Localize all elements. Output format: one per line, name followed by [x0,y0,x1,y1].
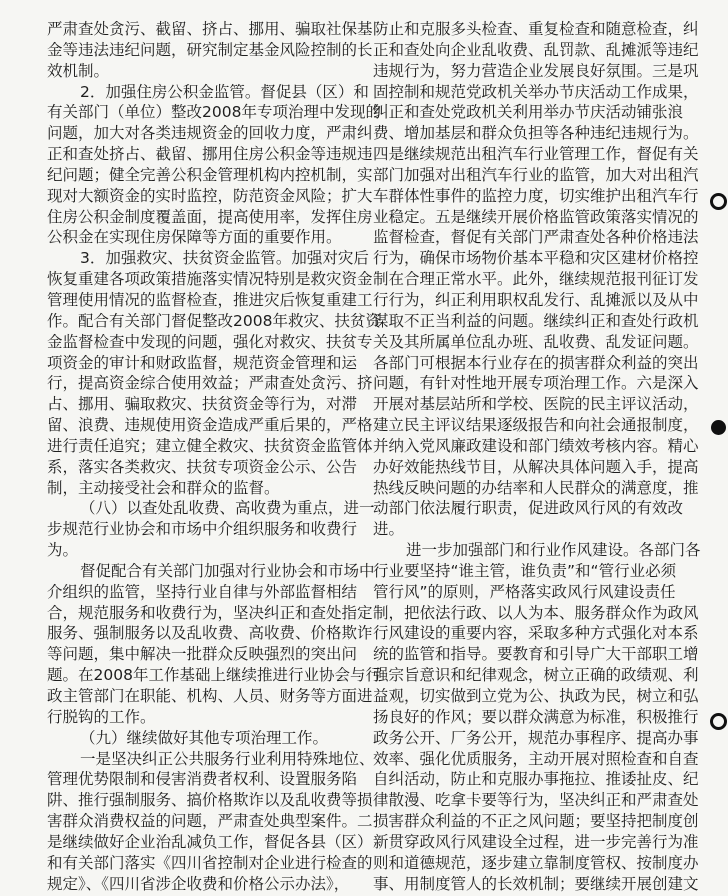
text-line: 纪问题；健全完善公积金管理机构内控机制，实 [47,165,373,184]
text-line: 有关部门（单位）整改2008年专项治理中发现的 [47,103,381,122]
text-line: 政务公开、厂务公开，规范办事程序、提高办事 [373,728,699,747]
binder-hole-mark [710,193,727,210]
text-line: 行脱钩的工作。 [47,707,156,726]
text-line: 介组织的监管，坚持行业自律与外部监督相结 [47,582,358,601]
text-line: 则和道德规范，逐步建立靠制度管权、按制度办 [373,853,699,872]
text-line: 部门加强对出租汽车行业的监管，加大对出租汽 [373,165,699,184]
text-line: 现对大额资金的实时监控，防范资金风险；扩大 [47,186,373,205]
text-line: 强宗旨意识和纪律观念，树立正确的政绩观、利 [373,666,699,685]
text-line: 政主管部门在职能、机构、人员、财务等方面进 [47,687,373,705]
text-line: 行行为，纠正利用职权乱发行、乱摊派以及从中 [373,290,699,309]
text-line: 和有关部门落实《四川省控制对企业进行检查的 [47,853,373,872]
text-line: 住房公积金制度覆盖面，提高使用率，发挥住房 [47,207,373,226]
text-line: 金监督检查中发现的问题，强化对救灾、扶贫专 [47,332,373,351]
text-line: 系，落实各类救灾、扶贫专项资金公示、公告 [47,457,358,476]
text-line: 2．加强住房公积金监管。督促县（区）和 [80,82,369,101]
text-line: 进行责任追究；建立健全救灾、扶贫资金监管体 [47,436,373,455]
paragraph [47,749,375,895]
text-line: 服务、强制服务以及乱收费、高收费、价格欺诈 [47,624,373,643]
text-line: 督促配合有关部门加强对行业协会和市场中 [80,561,375,580]
text-line: 一是坚决纠正公共服务行业利用特殊地位、 [80,749,375,768]
text-line: 监督检查，督促有关部门严肃查处各种价格违法 [373,228,699,247]
text-line: 行，提高资金综合使用效益；严肃查处贪污、挤 [47,374,373,393]
paragraph [47,728,349,749]
text-line: 热线反映问题的办结率和人民群众的满意度，推 [373,478,699,497]
binder-hole-mark [711,420,726,435]
text-line: （九）继续做好其他专项治理工作。 [80,728,329,747]
text-line: 制在合理正常水平。此外，继续规范报刊征订发 [373,270,699,289]
text-line: 业稳定。五是继续开展价格监管政策落实情况的 [373,207,699,226]
text-line: 自纠活动，防止和克服办事拖拉、推诿扯皮、纪 [373,770,699,789]
text-line: 管理优势限制和侵害消费者权利、设置服务陷 [47,770,358,789]
text-line: 作。配合有关部门督促整改2008年救灾、扶贫资 [47,311,381,330]
text-line: 并纳入党风廉政建设和部门绩效考核内容。精心 [373,436,699,455]
text-line: 进一步加强部门和行业作风建设。各部门各 [406,541,701,560]
text-line: 问题，加大对各类违规资金的回收力度，严肃纠 [47,124,373,143]
text-line: 3．加强救灾、扶贫资金监管。加强对灾后 [80,249,369,268]
text-line: 益观，切实做到立党为公、执政为民，树立和弘 [373,687,699,705]
text-line: 关及其所属单位乱办班、乱收费、乱发证问题。 [373,332,699,351]
text-line: 防止和克服多头检查、重复检查和随意检查，纠 [373,20,699,38]
right-column [373,19,701,894]
text-line: 律散漫、吃拿卡要等行为，坚决纠正和严肃查处 [373,791,699,810]
text-line: 金等违法违纪问题，研究制定基金风险控制的长 [47,40,373,59]
text-line: 管行风”的原则，严格落实政风行风建设责任 [373,582,676,601]
text-line: 统的监管和指导。要教育和引导广大干部职工增 [373,645,699,664]
text-line: 合，规范服务和收费行为，坚决纠正和查处指定 [47,603,373,622]
text-line: 事、用制度管人的长效机制；要继续开展创建文 [373,874,699,893]
text-line: 行业要坚持“谁主管，谁负责”和“管行业必须 [373,561,677,580]
text-line: 新贯穿政风行风建设全过程，进一步完善行为准 [373,832,699,851]
text-line: 动部门依法履行职责，促进政风行风的有效改 [373,499,684,518]
paragraph [373,19,699,540]
text-line: 效率、强化优质服务，主动开展对照检查和自查 [373,749,699,768]
text-line: 固控制和规范党政机关举办节庆活动工作成果， [373,82,699,101]
text-line: 制，把依法行政、以人为本、服务群众作为政风 [373,603,699,622]
text-line: 问题，有针对性地开展专项治理工作。六是深入 [373,374,699,393]
text-line: 项资金的审计和财政监督，规范资金管理和运 [47,353,358,372]
paragraph [47,561,381,728]
paragraph [373,540,701,894]
text-line: 正和查处向企业乱收费、乱罚款、乱摊派等违纪 [373,40,699,59]
text-line: 扬良好的作风；要以群众满意为标准，积极推行 [373,707,699,726]
text-line: 是继续做好企业治乱减负工作，督促各县（区） [47,832,373,851]
text-line: 害群众消费权益的问题，严肃查处典型案件。二 [47,812,373,831]
left-column [47,19,381,894]
text-line: 进。 [373,520,405,539]
paragraph [47,19,373,82]
text-line: 恢复重建各项政策措施落实情况特别是救灾资金 [47,270,373,289]
text-line: 开展对基层站所和学校、医院的民主评议活动， [373,395,699,414]
text-line: 建立民主评议结果逐级报告和向社会通报制度， [373,416,699,435]
text-line: 阱、推行强制服务、搞价格欺诈以及乱收费等损 [47,791,373,810]
paragraph [47,498,375,561]
text-line: 办好效能热线节目，从解决具体问题入手，提高 [373,457,699,476]
text-line: 规定》、《四川省涉企收费和价格公示办法》， [47,874,350,893]
text-line: 四是继续规范出租汽车行业管理工作，督促有关 [373,145,699,164]
text-line: 纠正和查处党政机关利用举办节庆活动铺张浪 [373,103,684,122]
binder-hole-mark [710,713,727,730]
text-line: 为。 [47,541,79,560]
text-line: 效机制。 [47,61,110,80]
text-line: 车群体性事件的监控力度，切实维护出租汽车行 [373,186,699,205]
text-line: 损害群众利益的不正之风问题；要坚持把制度创 [373,812,699,831]
text-line: 步规范行业协会和市场中介组织服务和收费行 [47,520,358,539]
text-line: 公积金在实现住房保障等方面的重要作用。 [47,228,342,247]
text-line: 题。在2008年工作基础上继续推进行业协会与行 [47,666,381,685]
text-line: 各部门可根据本行业存在的损害群众利益的突出 [373,353,699,372]
text-line: （八）以查处乱收费、高收费为重点，进一 [80,499,375,518]
text-line: 占、挪用、骗取救灾、扶贫资金等行为，对滞 [47,395,358,414]
text-line: 等问题，集中解决一批群众反映强烈的突出问 [47,645,358,664]
text-line: 管理使用情况的监督检查，推进灾后恢复重建工 [47,290,373,309]
paragraph [47,248,381,498]
text-line: 行为，确保市场物价基本平稳和灾区建材价格控 [373,249,699,268]
text-line: 制，主动接受社会和群众的监督。 [47,478,280,497]
paragraph [47,82,381,249]
text-line: 严肃查处贪污、截留、挤占、挪用、骗取社保基 [47,20,373,38]
text-line: 行风建设的重要内容，采取多种方式强化对本系 [373,624,699,643]
text-line: 正和查处挤占、截留、挪用住房公积金等违规违 [47,145,373,164]
text-line: 留、浪费、违规使用资金造成严重后果的，严格 [47,416,373,435]
text-line: 谋取不正当利益的问题。继续纠正和查处行政机 [373,311,699,330]
text-line: 费、增加基层和群众负担等各种违纪违规行为。 [373,124,699,143]
text-line: 违规行为，努力营造企业发展良好氛围。三是巩 [373,61,699,80]
